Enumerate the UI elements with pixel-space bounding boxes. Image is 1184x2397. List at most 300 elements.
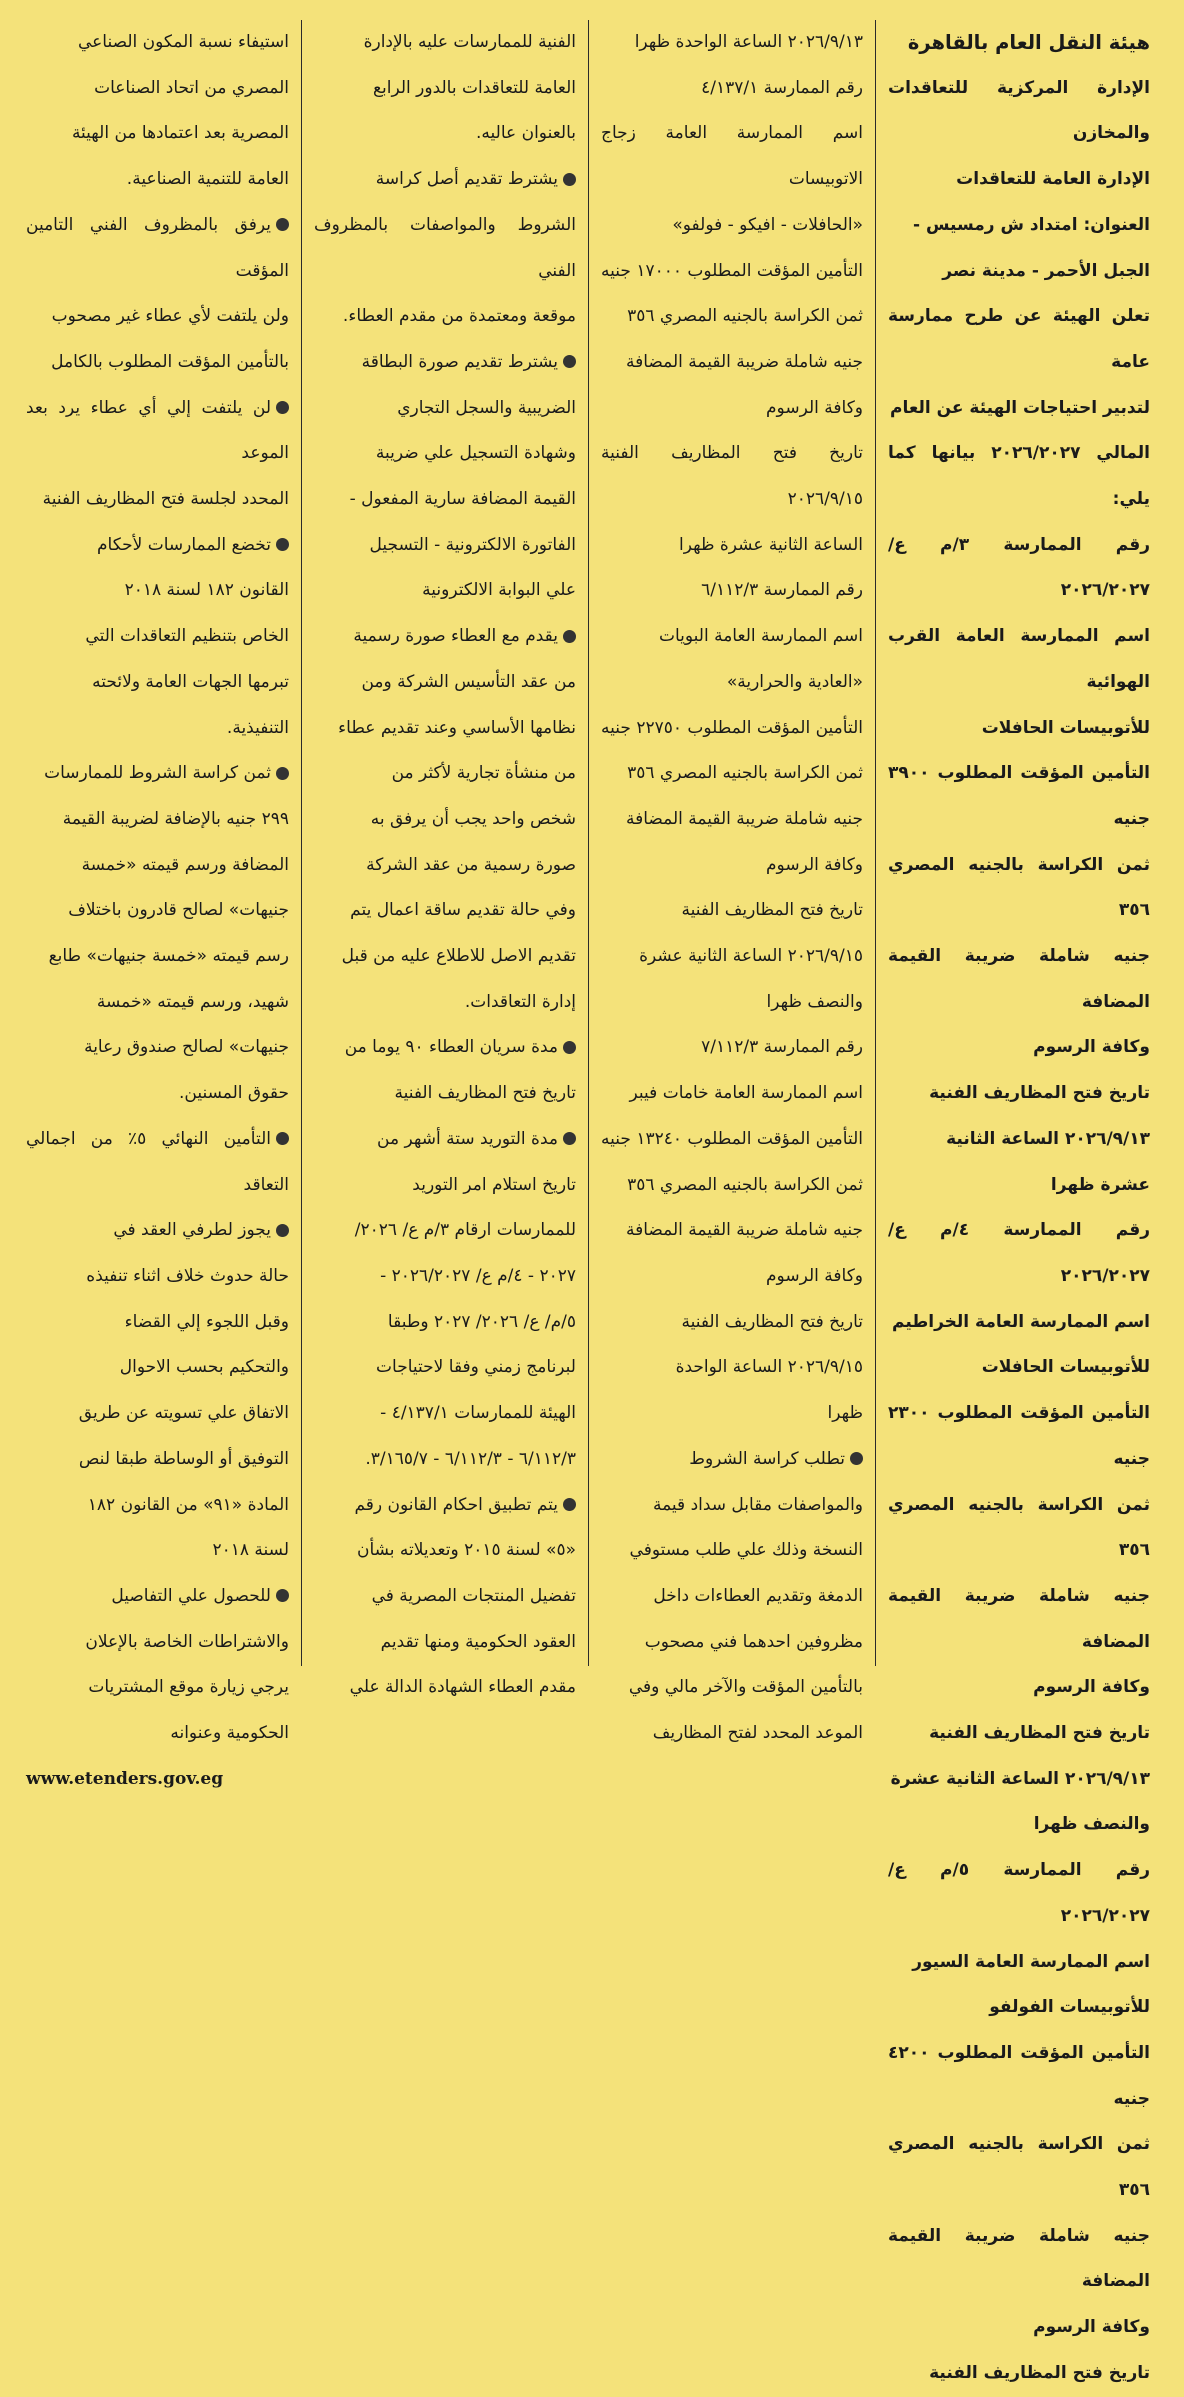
text-line [314, 157, 576, 203]
text-line-content: التوفيق أو الوساطة طبقا لنص [78, 1448, 289, 1469]
text-line-content: حالة حدوث خلاف اثناء تنفيذه [86, 1265, 289, 1286]
text-line [314, 888, 576, 934]
text-line-content: اسم الممارسة العامة القرب الهوائية [888, 626, 1150, 692]
text-line [888, 1163, 1150, 1209]
text-line-content: ثمن كراسة الشروط للممارسات [44, 763, 271, 784]
text-line [601, 1071, 863, 1117]
text-line-content: التأمين المؤقت المطلوب ٣٩٠٠ جنيه [888, 763, 1150, 829]
text-line [601, 203, 863, 249]
text-line [601, 386, 863, 432]
text-line [26, 111, 289, 157]
text-line-content: الخاص بتنظيم التعاقدات التي [85, 626, 289, 647]
text-line [26, 1665, 289, 1711]
column-3 [301, 20, 588, 1698]
text-line-content: تطلب كراسة الشروط [689, 1448, 845, 1469]
text-line-content: جنيه شاملة ضريبة القيمة المضافة [888, 946, 1150, 1012]
text-line-content: التأمين المؤقت المطلوب ٢٢٧٥٠ جنيه [601, 717, 863, 738]
text-line-content: الفنية للممارسات عليه بالإدارة [363, 32, 576, 52]
text-line [26, 1483, 289, 1529]
text-line [601, 431, 863, 522]
text-line [314, 797, 576, 843]
text-line [26, 1254, 289, 1300]
text-line-content: رسم قيمته «خمسة جنيهات» طابع [48, 946, 289, 967]
text-line [26, 477, 289, 523]
bullet-icon [276, 538, 289, 551]
text-line-content: مقدم العطاء الشهادة الدالة علي [349, 1677, 576, 1698]
text-line-content: يشترط تقديم أصل كراسة [375, 169, 558, 190]
text-line [314, 1391, 576, 1437]
text-line-content: وشهادة التسجيل علي ضريبة [375, 443, 576, 464]
text-line [601, 1620, 863, 1666]
text-line [888, 1345, 1150, 1391]
text-line-content: الضريبية والسجل التجاري [397, 397, 576, 418]
text-line-content: وكافة الرسوم [766, 1265, 863, 1286]
text-line [26, 1620, 289, 1666]
text-line-content: والاشتراطات الخاصة بالإعلان [85, 1631, 289, 1652]
text-line-content: وكافة الرسوم [1033, 2317, 1150, 2338]
text-line [601, 340, 863, 386]
text-line-content: «الحافلات - افيكو - فولفو» [672, 214, 863, 235]
text-line-content: وكافة الرسوم [1033, 1037, 1150, 1058]
text-line [314, 706, 576, 752]
text-line-content: للأتوبيسات الحافلات [981, 1357, 1150, 1378]
text-line-content: www.etenders.gov.eg [26, 1768, 224, 1789]
text-line [314, 843, 576, 889]
text-line [888, 294, 1150, 385]
text-line-content: الإدارة العامة للتعاقدات [956, 169, 1150, 190]
bullet-icon [563, 1132, 576, 1145]
text-line [888, 2305, 1150, 2351]
text-line-content: تخضع الممارسات لأحكام [97, 534, 271, 555]
text-line [26, 568, 289, 614]
text-line-content: والمواصفات مقابل سداد قيمة [652, 1494, 863, 1515]
text-line-content: تاريخ فتح المظاريف الفنية [394, 1083, 576, 1104]
bullet-icon [276, 218, 289, 231]
text-line-content: الدمغة وتقديم العطاءات داخل [653, 1585, 863, 1606]
text-line [314, 1665, 576, 1711]
text-line [888, 2031, 1150, 2122]
text-line [314, 1528, 576, 1574]
text-line [26, 66, 289, 112]
text-line [314, 751, 576, 797]
text-line-content: تاريخ فتح المظاريف الفنية [681, 900, 863, 921]
text-line [888, 2214, 1150, 2305]
text-line [888, 1711, 1150, 1757]
text-line [26, 20, 289, 66]
text-line [26, 980, 289, 1026]
text-line [26, 751, 289, 797]
text-line [314, 1025, 576, 1071]
text-line-content: جنيهات» لصالح صندوق رعاية [84, 1037, 289, 1058]
text-line [314, 980, 576, 1026]
text-line-content: للحصول علي التفاصيل [111, 1585, 271, 1606]
text-line-content: مدة التوريد ستة أشهر من [377, 1128, 558, 1149]
text-line-content: وكافة الرسوم [766, 397, 863, 418]
text-line [26, 614, 289, 660]
text-line [26, 888, 289, 934]
text-line-content: للأتوبيسات الحافلات [981, 717, 1150, 738]
text-line-content: المصري من اتحاد الصناعات [94, 77, 289, 98]
text-line [26, 1208, 289, 1254]
text-line [888, 1848, 1150, 1939]
text-line-content: بالتأمين المؤقت والآخر مالي وفي [628, 1677, 863, 1698]
text-line-content: جنيه شاملة ضريبة القيمة المضافة [888, 2225, 1150, 2292]
text-line [888, 1025, 1150, 1071]
text-line-content: التأمين المؤقت المطلوب ٤٢٠٠ جنيه [888, 2042, 1150, 2109]
text-line [26, 1437, 289, 1483]
text-line [888, 1391, 1150, 1482]
text-line-content: صورة رسمية من عقد الشركة [366, 854, 576, 875]
text-line [314, 1437, 576, 1483]
text-line-content: يشترط تقديم صورة البطاقة [361, 351, 558, 372]
text-line [601, 1025, 863, 1071]
text-line [26, 1391, 289, 1437]
text-line-content: العنوان: امتداد ش رمسيس - [913, 214, 1150, 235]
text-line-content: التأمين المؤقت المطلوب ٢٣٠٠ جنيه [888, 1403, 1150, 1469]
text-line [314, 1117, 576, 1163]
text-line [601, 66, 863, 112]
text-line [26, 706, 289, 752]
text-line-content: الشروط والمواصفات بالمظروف الفني [314, 214, 576, 281]
text-line-content: الساعة الثانية عشرة ظهرا [679, 534, 863, 555]
text-line-content: اسم الممارسة العامة خامات فيبر [629, 1083, 863, 1104]
text-line [888, 1574, 1150, 1665]
text-line-content: ٢٠٢٦/٩/١٥ الساعة الثانية عشرة [639, 946, 863, 967]
text-line [26, 523, 289, 569]
text-line [888, 157, 1150, 203]
text-line-content: رقم الممارسة ٣/م ع/٢٠٢٦/٢٠٢٧ [888, 534, 1150, 601]
text-line-content: من عقد التأسيس الشركة ومن [361, 671, 576, 692]
text-line-content: اسم الممارسة العامة البويات [658, 626, 863, 647]
text-line-content: يجوز لطرفي العقد في [113, 1220, 271, 1241]
text-line-content: ولن يلتفت لأي عطاء غير مصحوب [51, 306, 289, 327]
text-line [26, 843, 289, 889]
text-line [888, 386, 1150, 432]
text-line [26, 797, 289, 843]
column-2 [588, 20, 875, 1744]
bullet-icon [276, 767, 289, 780]
text-line [26, 340, 289, 386]
text-line-content: ثمن الكراسة بالجنيه المصري ٣٥٦ [627, 306, 863, 327]
text-line-content: جنيه شاملة ضريبة القيمة المضافة [625, 1220, 863, 1241]
text-line-content: والنصف ظهرا [766, 991, 863, 1012]
text-line [888, 1802, 1150, 1848]
text-line [601, 1665, 863, 1711]
text-line-content: الإدارة المركزية للتعاقدات والمخازن [888, 77, 1150, 144]
text-line-content: استيفاء نسبة المكون الصناعي [77, 32, 289, 52]
text-line [314, 660, 576, 706]
text-line [26, 203, 289, 294]
text-line [888, 1071, 1150, 1117]
text-line-content: تفضيل المنتجات المصرية في [371, 1585, 576, 1606]
text-line [888, 843, 1150, 934]
text-line-content: ٢٩٩ جنيه بالإضافة لضريبة القيمة [62, 808, 289, 829]
text-line-content: إدارة التعاقدات. [464, 991, 576, 1012]
text-line-content: الهيئة للممارسات ٤/١٣٧/١ - [380, 1403, 576, 1424]
text-line [314, 294, 576, 340]
text-line-content: تاريخ فتح المظاريف الفنية [681, 1311, 863, 1332]
text-line-content: ثمن الكراسة بالجنيه المصري ٣٥٦ [627, 1174, 863, 1195]
text-line-content: ثمن الكراسة بالجنيه المصري ٣٥٦ [888, 2134, 1150, 2201]
text-line-content: المحدد لجلسة فتح المظاريف الفنية [42, 489, 289, 510]
text-line-content: المالي ٢٠٢٦/٢٠٢٧ بيانها كما يلي: [888, 443, 1151, 510]
text-line [314, 1483, 576, 1529]
text-line [314, 1208, 576, 1254]
bullet-icon [563, 173, 576, 186]
text-line [888, 249, 1150, 295]
text-line [601, 614, 863, 660]
text-line-content: شهيد، ورسم قيمته «خمسة [96, 991, 289, 1012]
text-line [601, 523, 863, 569]
text-line-content: ثمن الكراسة بالجنيه المصري ٣٥٦ [888, 1494, 1150, 1561]
ad-heading [888, 20, 1150, 66]
text-line-content: حقوق المسنين. [179, 1083, 289, 1104]
text-line [888, 203, 1150, 249]
text-line-content: ٢٠٢٦/٩/١٥ الساعة الواحدة [675, 1357, 863, 1378]
text-line [888, 751, 1150, 842]
text-line-content: التأمين المؤقت المطلوب ١٧٠٠٠ جنيه [601, 260, 863, 281]
text-line-content: للأتوبيسات الفولفو [989, 1997, 1150, 2018]
text-line-content: وكافة الرسوم [766, 854, 863, 875]
text-line [314, 477, 576, 523]
text-line [601, 843, 863, 889]
text-line-content: ظهرا [827, 1403, 863, 1424]
text-line-content: علي البوابة الالكترونية [422, 580, 576, 601]
text-line-content: مدة سريان العطاء ٩٠ يوما من [344, 1037, 558, 1058]
text-line-content: الاتفاق علي تسويته عن طريق [78, 1403, 289, 1424]
text-line [26, 660, 289, 706]
text-line-content: رقم الممارسة ٦/١١٢/٣ [701, 580, 863, 601]
text-line-content: ٦/١١٢/٣ - ٦/١١٢/٣ - ٣/١٦٥/٧. [365, 1448, 576, 1469]
text-line-content: من منشأة تجارية لأكثر من [391, 763, 576, 784]
bullet-icon [850, 1452, 863, 1465]
text-line-content: القانون ١٨٢ لسنة ٢٠١٨ [124, 580, 289, 601]
bullet-icon [276, 401, 289, 414]
text-line-content: جنيهات» لصالح قادرون باختلاف [68, 900, 289, 921]
text-line [314, 614, 576, 660]
text-line-content: جنيه شاملة ضريبة القيمة المضافة [625, 808, 863, 829]
text-line-content: المصرية بعد اعتمادها من الهيئة [71, 123, 289, 144]
text-line-content: شخص واحد يجب أن يرفق به [370, 808, 576, 829]
text-line-content: والتحكيم بحسب الاحوال [119, 1357, 289, 1378]
text-line-content: والنصف ظهرا [1033, 1814, 1150, 1835]
text-line [888, 2122, 1150, 2213]
text-line-content: يرفق بالمظروف الفني التامين المؤقت [26, 214, 289, 281]
text-line-content: لتدبير احتياجات الهيئة عن العام [890, 397, 1150, 418]
text-line-content: النسخة وذلك علي طلب مستوفي [629, 1540, 863, 1561]
text-line-content: يتم تطبيق احكام القانون رقم [354, 1494, 558, 1515]
text-line-content: العامة للتعاقدات بالدور الرابع [372, 77, 576, 98]
text-line [601, 1163, 863, 1209]
text-line [26, 934, 289, 980]
text-line [888, 1483, 1150, 1574]
text-line [601, 111, 863, 202]
text-line [601, 934, 863, 980]
text-line [26, 1528, 289, 1574]
text-line [26, 157, 289, 203]
text-line-content: بالتأمين المؤقت المطلوب بالكامل [51, 351, 289, 372]
text-line-content: رقم الممارسة ٧/١١٢/٣ [701, 1037, 863, 1058]
text-line [314, 1345, 576, 1391]
text-line-content: موقعة ومعتمدة من مقدم العطاء. [342, 306, 576, 327]
text-line-content: «٥» لسنة ٢٠١٥ وتعديلاته بشأن [356, 1540, 576, 1561]
text-line [26, 1071, 289, 1117]
text-line [314, 431, 576, 477]
text-line-content: رقم الممارسة ٤/م ع/٢٠٢٦/٢٠٢٧ [888, 1220, 1150, 1286]
text-line-content: الفاتورة الالكترونية - التسجيل [369, 534, 576, 555]
text-line-content: «العادية والحرارية» [726, 671, 863, 692]
text-line [601, 1711, 863, 1757]
text-line-content: ٢٠٢٦/٩/١٣ الساعة الواحدة ظهرا [634, 32, 863, 52]
text-line-content: التأمين النهائي ٥٪ من اجمالي التعاقد [26, 1128, 289, 1195]
text-line-content: ٢٠٢٦/٩/١٣ الساعة الثانية عشرة [890, 1768, 1150, 1789]
text-line-content: رقم الممارسة ٥/م ع/٢٠٢٦/٢٠٢٧ [888, 1860, 1150, 1926]
text-line [314, 1163, 576, 1209]
text-line-content: الجبل الأحمر - مدينة نصر [942, 260, 1150, 281]
text-line [314, 523, 576, 569]
text-line [601, 797, 863, 843]
text-line-content: ٥/م/ ع/ ٢٠٢٦/ ٢٠٢٧ وطبقا [387, 1311, 576, 1332]
text-line [601, 568, 863, 614]
text-line-content: تبرمها الجهات العامة ولائحته [92, 671, 289, 692]
text-line [314, 66, 576, 112]
text-line-content: وكافة الرسوم [1033, 1677, 1150, 1698]
text-line [888, 66, 1150, 157]
text-line [888, 934, 1150, 1025]
text-line-content: يرجي زيارة موقع المشتريات [88, 1677, 289, 1698]
text-line [314, 1300, 576, 1346]
bullet-icon [563, 1498, 576, 1511]
bullet-icon [276, 1224, 289, 1237]
text-line [26, 294, 289, 340]
text-line-content: مظروفين احدهما فني مصحوب [644, 1631, 863, 1652]
text-line [888, 2351, 1150, 2397]
text-line [314, 1071, 576, 1117]
text-line-content: ٢٠٢٦/٩/١٣ الساعة الثانية [946, 1128, 1150, 1149]
bullet-icon [563, 355, 576, 368]
text-line [314, 934, 576, 980]
text-line [601, 706, 863, 752]
text-line-content: يقدم مع العطاء صورة رسمية [353, 626, 558, 647]
text-line [601, 1208, 863, 1254]
text-line [314, 111, 576, 157]
website-url [26, 1757, 289, 1803]
text-line-content: وفي حالة تقديم ساقة اعمال يتم [350, 900, 576, 921]
text-line [601, 751, 863, 797]
text-line-content: تاريخ استلام امر التوريد [412, 1174, 576, 1195]
text-line [601, 20, 863, 66]
text-line [888, 1757, 1150, 1803]
text-line [26, 1574, 289, 1620]
text-line-content: تاريخ فتح المظاريف الفنية [929, 1723, 1150, 1744]
text-line [888, 1985, 1150, 2031]
text-line-content: القيمة المضافة سارية المفعول - [349, 489, 576, 510]
text-line-content: اسم الممارسة العامة زجاج الاتوبيسات [601, 123, 863, 190]
column-4 [14, 20, 301, 1789]
text-line [314, 386, 576, 432]
text-line [888, 614, 1150, 705]
text-line-content: تاريخ فتح المظاريف الفنية [929, 2362, 1150, 2383]
bullet-icon [276, 1589, 289, 1602]
text-line-content: ٢٠٢٧ - ٤/م ع/ ٢٠٢٦/٢٠٢٧ - [380, 1265, 576, 1286]
text-line [601, 888, 863, 934]
text-line [601, 1483, 863, 1529]
text-line-content: نظامها الأساسي وعند تقديم عطاء [338, 717, 576, 738]
text-line [601, 1437, 863, 1483]
text-line [888, 1940, 1150, 1986]
text-line-content: العقود الحكومية ومنها تقديم [380, 1631, 576, 1652]
text-line-content: جنيه شاملة ضريبة القيمة المضافة [625, 351, 863, 372]
text-line-content: الحكومية وعنوانه [170, 1723, 289, 1744]
text-line [314, 340, 576, 386]
text-line-content: المضافة ورسم قيمته «خمسة [81, 854, 289, 875]
text-line [314, 1574, 576, 1620]
text-line [601, 1300, 863, 1346]
text-line-content: لبرنامج زمني وفقا لاحتياجات [376, 1357, 576, 1378]
text-line [888, 1208, 1150, 1299]
text-line-content: عشرة ظهرا [1050, 1174, 1150, 1195]
text-line [26, 1117, 289, 1208]
text-line [601, 1391, 863, 1437]
text-line-content: التأمين المؤقت المطلوب ١٣٢٤٠ جنيه [601, 1128, 863, 1149]
text-line [888, 523, 1150, 614]
text-line-content: وقبل اللجوء إلي القضاء [124, 1311, 289, 1332]
bullet-icon [276, 1132, 289, 1145]
bullet-icon [563, 630, 576, 643]
text-line [26, 386, 289, 477]
text-line-content: اسم الممارسة العامة الخراطيم [891, 1311, 1150, 1332]
text-line [26, 1025, 289, 1071]
text-line-content: للممارسات ارقام ٣/م ع/ ٢٠٢٦/ [354, 1220, 576, 1241]
text-line [601, 1528, 863, 1574]
text-line-content: ثمن الكراسة بالجنيه المصري ٣٥٦ [888, 854, 1150, 921]
text-line-content: بالعنوان عاليه. [476, 123, 576, 144]
text-line [314, 568, 576, 614]
text-line [601, 294, 863, 340]
text-line [888, 431, 1150, 522]
text-line-content: التنفيذية. [226, 717, 289, 738]
text-line [601, 1254, 863, 1300]
text-line-content: لن يلتفت إلي أي عطاء يرد بعد الموعد [26, 397, 289, 464]
text-line [601, 1117, 863, 1163]
text-line [26, 1711, 289, 1757]
text-line-content: تعلن الهيئة عن طرح ممارسة عامة [888, 306, 1150, 372]
text-line [26, 1300, 289, 1346]
text-line [601, 980, 863, 1026]
text-line-content: رقم الممارسة ٤/١٣٧/١ [701, 77, 863, 98]
text-line [314, 1620, 576, 1666]
text-line-content: تقديم الاصل للاطلاع عليه من قبل [341, 946, 576, 967]
bullet-icon [563, 1041, 576, 1054]
text-line-content: هيئة النقل العام بالقاهرة [907, 31, 1150, 54]
text-line [314, 1254, 576, 1300]
text-line-content: ثمن الكراسة بالجنيه المصري ٣٥٦ [627, 763, 863, 784]
column-1 [875, 20, 1162, 2383]
text-line [888, 706, 1150, 752]
text-line [314, 203, 576, 294]
text-line [601, 1345, 863, 1391]
text-line-content: جنيه شاملة ضريبة القيمة المضافة [888, 1585, 1150, 1652]
text-line-content: اسم الممارسة العامة السيور [912, 1951, 1150, 1972]
text-line-content: لسنة ٢٠١٨ [212, 1540, 289, 1561]
text-line [314, 20, 576, 66]
text-line [26, 1345, 289, 1391]
text-line-content: المادة «٩١» من القانون ١٨٢ [87, 1494, 289, 1515]
text-line [601, 249, 863, 295]
text-line-content: العامة للتنمية الصناعية. [126, 169, 289, 190]
text-line [888, 1665, 1150, 1711]
text-line [601, 1574, 863, 1620]
